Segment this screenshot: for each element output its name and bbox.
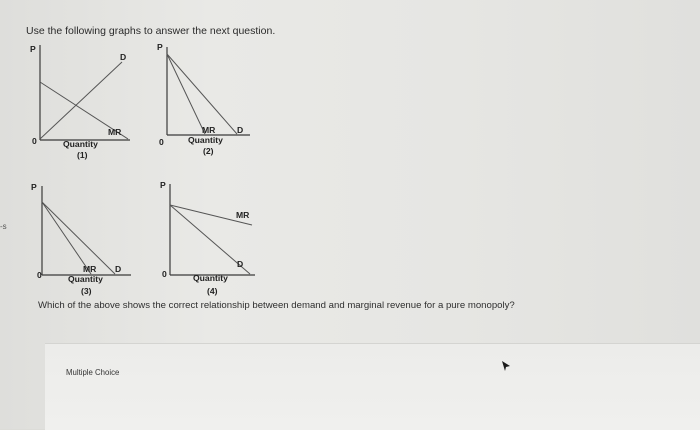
graph-4 <box>158 180 268 305</box>
demand-curve <box>167 54 237 134</box>
answer-panel <box>45 343 700 430</box>
mouse-cursor-icon <box>500 360 512 372</box>
graph-1 <box>30 40 140 165</box>
demand-label: D <box>237 125 244 135</box>
mr-label: MR <box>236 210 250 220</box>
quantity-label: Quantity <box>63 139 98 149</box>
demand-label: D <box>237 259 244 269</box>
graph-number-label: (3) <box>81 286 92 296</box>
graph-number-label: (4) <box>207 286 218 296</box>
p-axis-label: P <box>157 42 163 52</box>
quantity-label: Quantity <box>193 273 228 283</box>
question-type-label: Multiple Choice <box>66 368 120 377</box>
mr-label: MR <box>108 127 122 137</box>
origin-label: 0 <box>162 269 167 279</box>
graph-number-label: (2) <box>203 146 214 156</box>
mr-label: MR <box>83 264 97 274</box>
edge-mark: -s <box>0 222 7 231</box>
p-axis-label: P <box>160 180 166 190</box>
graph-3 <box>31 180 141 305</box>
origin-label: 0 <box>32 136 37 146</box>
question-intro: Use the following graphs to answer the next question. <box>26 25 276 37</box>
mr-label: MR <box>202 125 216 135</box>
origin-label: 0 <box>37 270 42 280</box>
graph-number-label: (1) <box>77 150 88 160</box>
demand-label: D <box>120 52 127 62</box>
origin-label: 0 <box>159 137 164 147</box>
quantity-label: Quantity <box>188 135 223 145</box>
p-axis-label: P <box>31 182 37 192</box>
mr-curve <box>167 54 205 134</box>
demand-label: D <box>115 264 122 274</box>
question-prompt: Which of the above shows the correct relationship between demand and marginal revenue for a pure monopoly? <box>38 300 515 311</box>
graph-2 <box>155 42 265 167</box>
demand-curve <box>42 202 115 274</box>
p-axis-label: P <box>30 44 36 54</box>
quantity-label: Quantity <box>68 274 103 284</box>
